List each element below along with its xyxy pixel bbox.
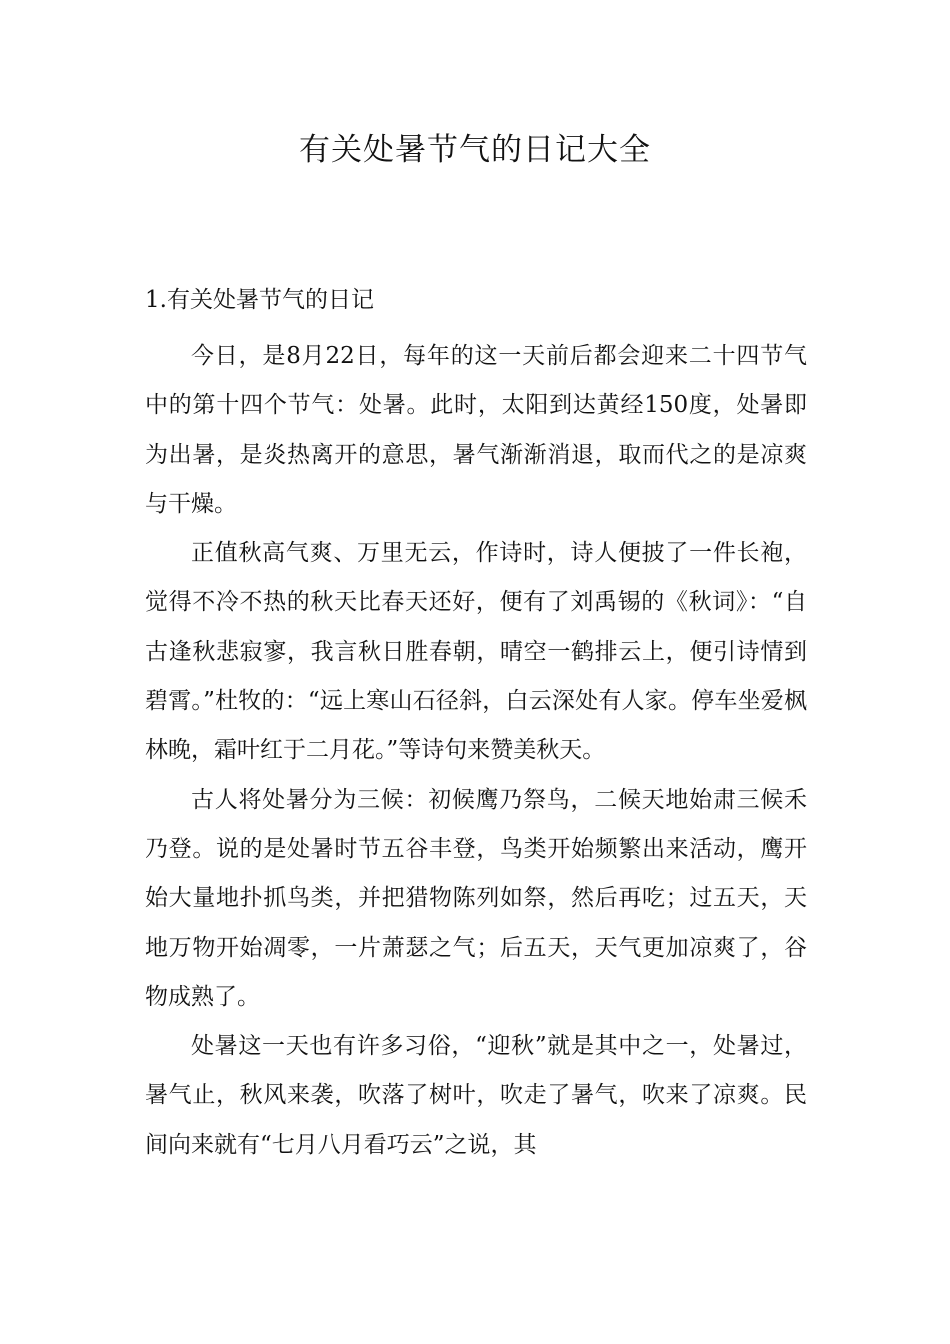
section-heading: 1.有关处暑节气的日记 [145, 287, 374, 313]
paragraph-1: 今日，是8月22日，每年的这一天前后都会迎来二十四节气中的第十四个节气：处暑。此时，太阳到达黄经150度，处暑即为出暑，是炎热离开的意思，暑气渐渐消退，取而代之的是凉爽与干燥。 [145, 343, 807, 517]
paragraph-4: 处暑这一天也有许多习俗，“迎秋”就是其中之一，处暑过，暑气止，秋风来袭，吹落了树叶，吹走了暑气，吹来了凉爽。民间向来就有“七月八月看巧云”之说，其 [145, 1033, 807, 1158]
document-title: 有关处暑节气的日记大全 [299, 132, 651, 168]
paragraph-2: 正值秋高气爽、万里无云，作诗时，诗人便披了一件长袍，觉得不冷不热的秋天比春天还好，便有了刘禹锡的《秋词》：“自古逢秋悲寂寥，我言秋日胜春朝，晴空一鹤排云上，便引诗情到碧霄。”杜牧的：“远上寒山石径斜，白云深处有人家。停车坐爱枫林晚，霜叶红于二月花。”等诗句来赞美秋天。 [145, 540, 807, 764]
paragraph-3: 古人将处暑分为三候：初候鹰乃祭鸟，二候天地始肃三候禾乃登。说的是处暑时节五谷丰登，鸟类开始频繁出来活动，鹰开始大量地扑抓鸟类，并把猎物陈列如祭，然后再吃；过五天，天地万物开始凋零，一片萧瑟之气；后五天，天气更加凉爽了，谷物成熟了。 [145, 786, 807, 1010]
document-body [145, 282, 807, 1170]
